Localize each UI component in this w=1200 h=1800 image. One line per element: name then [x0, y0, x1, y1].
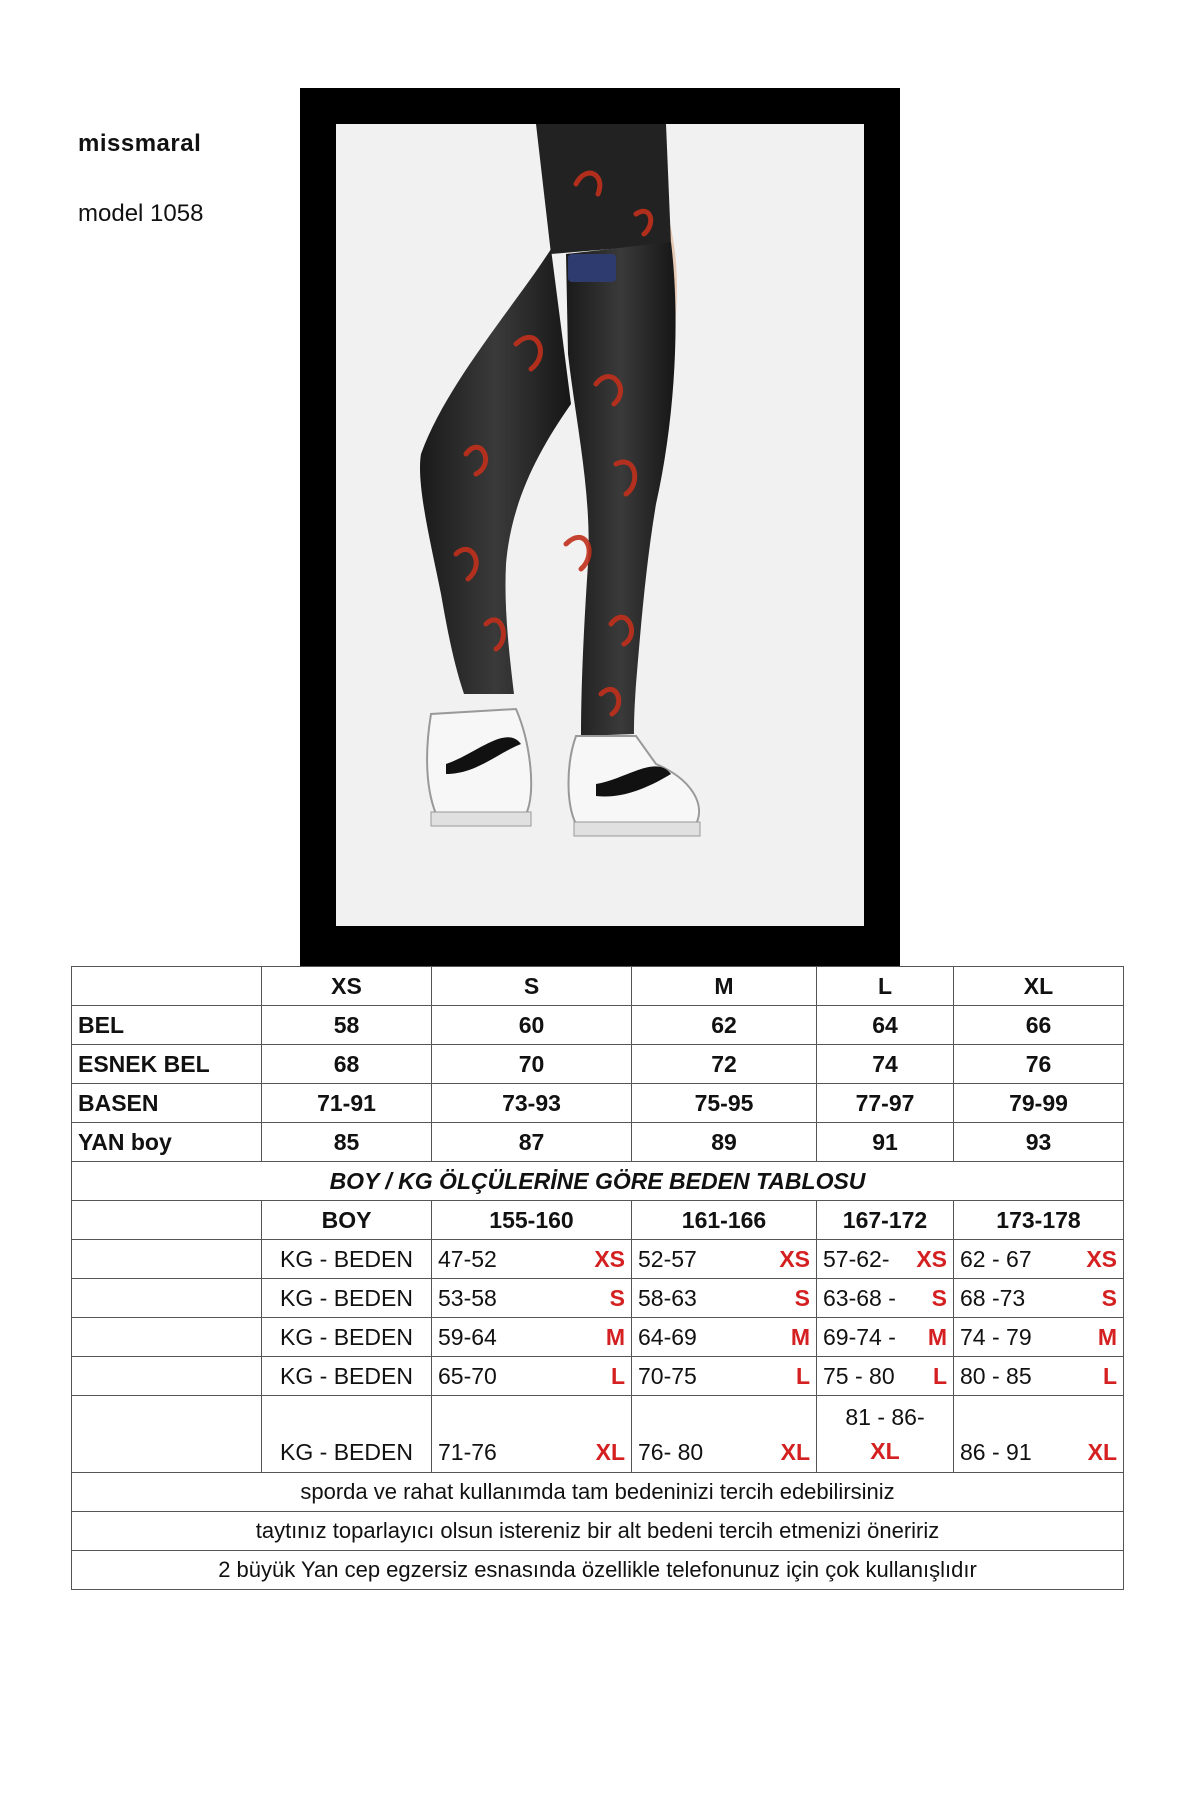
kg-cell	[432, 1318, 632, 1357]
size-tag: XL	[1087, 1439, 1117, 1465]
size-tag: XS	[594, 1245, 625, 1272]
kg-value: 63-68 -	[823, 1284, 896, 1311]
boy-header-row	[72, 1201, 1124, 1240]
size-header-row	[72, 967, 1124, 1006]
measure-value: 75-95	[632, 1084, 817, 1123]
size-tag: XS	[916, 1245, 947, 1272]
measure-value: 89	[632, 1123, 817, 1162]
kg-value: 71-76	[438, 1439, 497, 1465]
note-text: 2 büyük Yan cep egzersiz esnasında özellikle telefonunuz için çok kullanışlıdır	[72, 1551, 1124, 1590]
kg-row-l	[72, 1357, 1124, 1396]
measure-value: 62	[632, 1006, 817, 1045]
kg-value: 75 - 80	[823, 1362, 895, 1389]
kg-value: 68 -73	[960, 1284, 1026, 1311]
kg-value: 69-74 -	[823, 1323, 896, 1350]
measure-row-yan-boy	[72, 1123, 1124, 1162]
kg-cell	[632, 1318, 817, 1357]
measure-label: YAN boy	[72, 1123, 262, 1162]
kg-value: 80 - 85	[960, 1362, 1032, 1389]
measure-value: 68	[262, 1045, 432, 1084]
size-tag: L	[932, 1362, 947, 1389]
size-tag: L	[1102, 1362, 1117, 1389]
kg-cell	[632, 1357, 817, 1396]
size-tag: S	[1101, 1284, 1117, 1311]
boy-range: 161-166	[632, 1201, 817, 1240]
size-header-xs: XS	[262, 967, 432, 1006]
size-tag: M	[927, 1323, 947, 1350]
size-tag: M	[1097, 1323, 1117, 1350]
boy-kg-title: BOY / KG ÖLÇÜLERİNE GÖRE BEDEN TABLOSU	[72, 1162, 1124, 1201]
size-tag: XS	[779, 1245, 810, 1272]
measure-value: 91	[817, 1123, 954, 1162]
boy-range: 167-172	[817, 1201, 954, 1240]
empty-cell	[72, 1396, 262, 1473]
kg-beden-label: KG - BEDEN	[262, 1318, 432, 1357]
kg-cell	[817, 1240, 954, 1279]
product-photo-frame	[300, 88, 900, 966]
measure-value: 77-97	[817, 1084, 954, 1123]
kg-cell	[817, 1318, 954, 1357]
kg-cell	[432, 1240, 632, 1279]
kg-value: 64-69	[638, 1323, 697, 1350]
kg-cell	[954, 1279, 1124, 1318]
empty-cell	[72, 1318, 262, 1357]
measure-label: BASEN	[72, 1084, 262, 1123]
size-tag: L	[795, 1362, 810, 1389]
kg-cell	[954, 1357, 1124, 1396]
measure-row-esnek-bel	[72, 1045, 1124, 1084]
note-row	[72, 1551, 1124, 1590]
kg-value: 52-57	[638, 1245, 697, 1272]
size-header-m: M	[632, 967, 817, 1006]
kg-cell	[632, 1279, 817, 1318]
brand-name: missmaral	[78, 130, 202, 157]
kg-beden-label: KG - BEDEN	[262, 1357, 432, 1396]
kg-value: 81 - 86-	[845, 1404, 925, 1430]
empty-cell	[72, 1279, 262, 1318]
kg-value: 74 - 79	[960, 1323, 1032, 1350]
measure-row-basen	[72, 1084, 1124, 1123]
kg-value: 65-70	[438, 1362, 497, 1389]
kg-beden-label: KG - BEDEN	[262, 1279, 432, 1318]
measure-value: 74	[817, 1045, 954, 1084]
kg-cell	[817, 1396, 954, 1473]
measure-value: 85	[262, 1123, 432, 1162]
measure-value: 71-91	[262, 1084, 432, 1123]
boy-label: BOY	[262, 1201, 432, 1240]
size-tag: S	[794, 1284, 810, 1311]
product-photo	[336, 124, 864, 926]
kg-value: 59-64	[438, 1323, 497, 1350]
note-row	[72, 1512, 1124, 1551]
measure-value: 60	[432, 1006, 632, 1045]
note-row	[72, 1473, 1124, 1512]
measure-value: 58	[262, 1006, 432, 1045]
measure-value: 93	[954, 1123, 1124, 1162]
note-text: sporda ve rahat kullanımda tam bedeninizi tercih edebilirsiniz	[72, 1473, 1124, 1512]
model-number: model 1058	[78, 200, 204, 227]
kg-value: 47-52	[438, 1245, 497, 1272]
kg-value: 62 - 67	[960, 1245, 1032, 1272]
size-tag: XL	[780, 1439, 810, 1465]
note-text: taytınız toparlayıcı olsun istereniz bir alt bedeni tercih etmenizi öneririz	[72, 1512, 1124, 1551]
size-tag: L	[610, 1362, 625, 1389]
measure-value: 79-99	[954, 1084, 1124, 1123]
measure-row-bel	[72, 1006, 1124, 1045]
size-tag: XL	[595, 1439, 625, 1465]
empty-cell	[72, 967, 262, 1006]
empty-cell	[72, 1201, 262, 1240]
size-chart-table	[71, 966, 1124, 1590]
boy-kg-title-row	[72, 1162, 1124, 1201]
kg-cell	[954, 1240, 1124, 1279]
measure-value: 64	[817, 1006, 954, 1045]
empty-cell	[72, 1357, 262, 1396]
measure-value: 66	[954, 1006, 1124, 1045]
empty-cell	[72, 1240, 262, 1279]
size-tag: S	[931, 1284, 947, 1311]
kg-value: 70-75	[638, 1362, 697, 1389]
kg-cell	[632, 1240, 817, 1279]
kg-cell	[632, 1396, 817, 1473]
measure-label: ESNEK BEL	[72, 1045, 262, 1084]
measure-value: 73-93	[432, 1084, 632, 1123]
measure-value: 76	[954, 1045, 1124, 1084]
size-tag: XS	[1086, 1245, 1117, 1272]
kg-beden-label: KG - BEDEN	[262, 1396, 432, 1473]
leggings-illustration	[336, 124, 864, 926]
kg-row-s	[72, 1279, 1124, 1318]
kg-cell	[954, 1318, 1124, 1357]
size-header-l: L	[817, 967, 954, 1006]
size-header-s: S	[432, 967, 632, 1006]
size-tag: M	[605, 1323, 625, 1350]
kg-cell	[432, 1357, 632, 1396]
boy-range: 155-160	[432, 1201, 632, 1240]
kg-row-xs	[72, 1240, 1124, 1279]
kg-beden-label: KG - BEDEN	[262, 1240, 432, 1279]
kg-row-xl	[72, 1396, 1124, 1473]
kg-cell	[817, 1279, 954, 1318]
size-tag: M	[790, 1323, 810, 1350]
kg-cell	[432, 1279, 632, 1318]
measure-value: 70	[432, 1045, 632, 1084]
size-header-xl: XL	[954, 967, 1124, 1006]
kg-value: 57-62-	[823, 1245, 890, 1272]
kg-row-m	[72, 1318, 1124, 1357]
kg-cell	[432, 1396, 632, 1473]
kg-value: 76- 80	[638, 1439, 704, 1465]
measure-label: BEL	[72, 1006, 262, 1045]
kg-cell	[817, 1357, 954, 1396]
size-tag: S	[609, 1284, 625, 1311]
size-tag: XL	[870, 1438, 900, 1464]
kg-value: 53-58	[438, 1284, 497, 1311]
kg-value: 86 - 91	[960, 1439, 1032, 1465]
boy-range: 173-178	[954, 1201, 1124, 1240]
kg-value: 58-63	[638, 1284, 697, 1311]
measure-value: 72	[632, 1045, 817, 1084]
measure-value: 87	[432, 1123, 632, 1162]
kg-cell	[954, 1396, 1124, 1473]
